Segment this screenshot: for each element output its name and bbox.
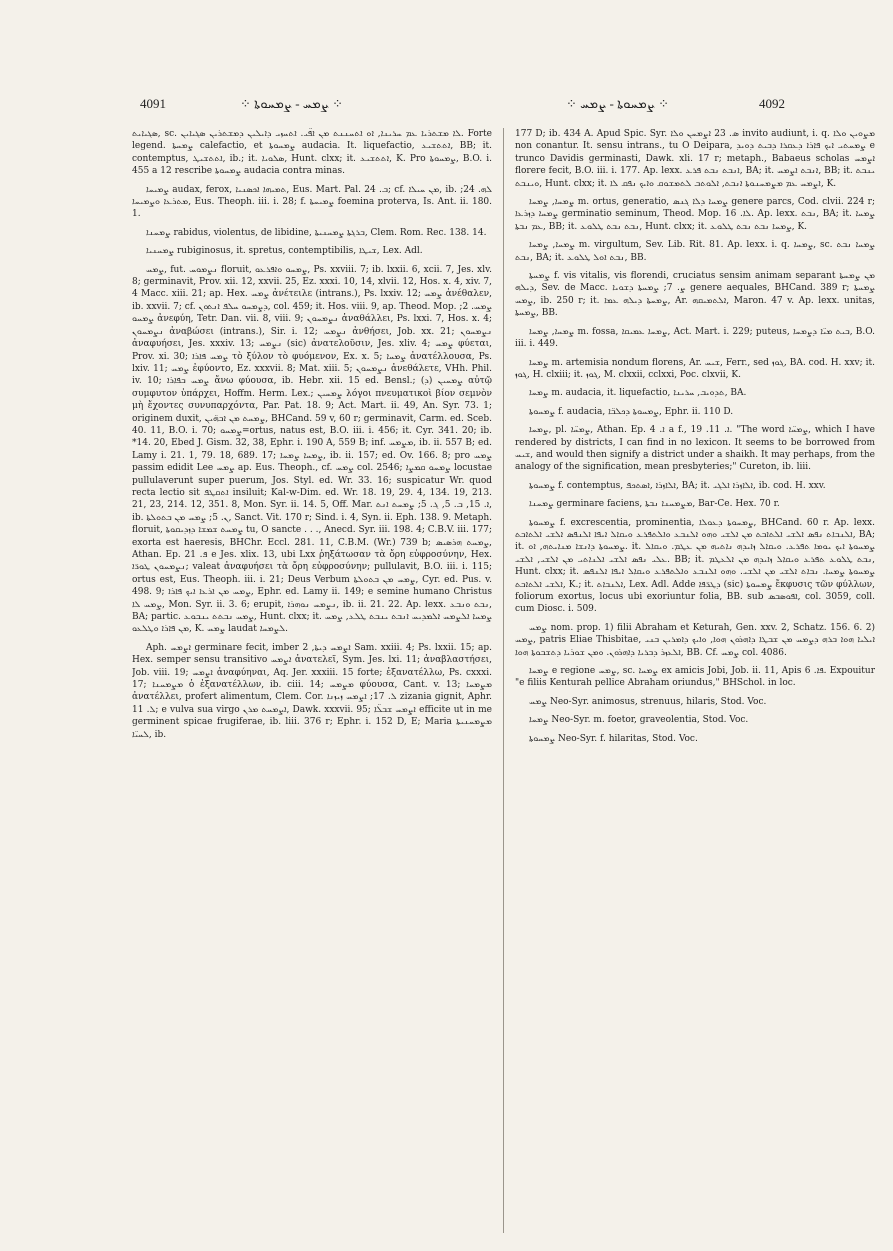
dictionary-entry: ܨܡܚܐ m. artemisia nondum florens, Ar. ܫܝܚ, Ferr., sed ܓܘܙ, BA. cod. H. xxv; it. ܓܘܙ, H. clxiii; it. ܓܘܙ, M. clxxii, cclxxi, Poc. clxvii, K. (515, 357, 875, 380)
dictionary-entry: ܨܡܚܬܐ f. vis vitalis, vis florendi, cruciatus sensim animam separant ܡܢ ܨܡܚܬܐ ܕܝܠܗ, Sev. de Macc. ܨ. 7; ܨܡܚܬܐ ܕܫܘܝܐ genere aequales, BHCand. 389 r; ܨܡܚܬܐ ܨܡܚ, ib. 250 r; it. ܨܡܚܬܐ ܕܝܠܗ ܥܡܐ, Ar. ܐܠܬܡܝܩܗ, Maron. 47 v. Ap. lexx. unitas, ܨܡܚܬܐ, BB. (515, 271, 875, 319)
dictionary-entry: ܨܡܚ Neo-Syr. animosus, strenuus, hilaris, Stod. Voc. (529, 696, 767, 707)
dictionary-entry: ܣܓܝܐܝܬ, sc. ܠܐ ܡܫܬܪܝܐ ܥܡ ܚܪܝܢܐ, ܐܘ ܐܬܚܢܢܬ ܡܢ ܐܦ̈ܝ. ܐܬܚܙܝ ܕܐܝܠܝܢ ܕܡܫܬܪܝܢ ܣܓܝܐܝܢ. Forte legend. ܨܡܚܬܐ calefactio, et ܨܡܚܘܬܐ audacia. It. liquefactio, ܐܬܬܫܝܥ, BB; it. contemptus, ܐܬܬܫܝܛ, ib.; it. ܣܠܘܝܐ, Hunt. clxx; it. ܐܬܬܫܝܥ, K. Pro ܨܡܚܘܬܐ, B.O. i. 455 a 12 rescribe ܨܡܚܘܬܐ audacia contra minas. (132, 129, 492, 177)
left-page-number: 4091 (140, 96, 166, 111)
page-header (0, 96, 893, 120)
dictionary-entry: ܨܡܚܘܬܐ f. audacia, ܨܡܚܘܬܐ ܕܟܠܒ̈ܐ, Ephr. ii. 110 D. (529, 406, 734, 417)
dictionary-entry: ܨܡܚܘܬܐ f. excrescentia, prominentia, ܨܡܚܘܬܐ ܕܥܘܠܐ, BHCand. 60 r. Ap. lexx. ܐܠܢܒܐܬ ܢܦܣ ܐܠܫܝ ܐܠܬܐܒܬ ܡܢ ܐܠܫܝ ܘܗܘ ܐܠܢܒܥ ܘܐܠܬܦܪܥ ܘܝܩܐܠ ܐܝܦܐ ܐܠܢܦܣ ܐܠܫܝ ܐܠܬܐܒܬ, BA; it. ܨܡܚܘܬܐ ܕܐܢܫܐ ܡܢܐܝܬܗ, ܐܘ. it. ܨܡܚܘܬܐ ܐܝܟ ܝܘܡܐ ܬܦܪܥ. ܘܝܩܐܠ ܙܐܝܕܗ ܢܐܬܝܗ ܡܢ ܥܛܡ. ܘܝܩܐܠ ܥܠܝ ܢܦܣ ܐܠܫܝ ܐܠܢܐܬܝ ܡܢ ܐܠܫܝ, ܐܠܫܝ. BB; it. ܢܒܬ ܛܠܘܥ ܬܦܪܥ ܘܝܩܐܠ ܙܐܝܕܗ ܡܢ ܐܠܥܛܡ, Hunt. clxx; it. ܨܡܚܘܬܐ ܨܡܚܐ. ܢܒܐܬ ܐܠܫܝ ܡܢ ܐܠܫܝ. ܘܗܘ ܐܠܢܒܥ ܘܐܠܬܦܪܥ ܘܝܩܐܠ ܐܝܦܐ ܐܠܢܦܣ ܐܠܫܝ ܐܠܬܐܒܬ, K.; it. ܐܠܢܒܐܬ, Lex. Adl. Adde ܕܛܪ̈ܦܐ (sic) ܨܡܚܘܬܐ ἔκφυσις τῶν φύλλων, foliorum exortus, locus ubi exoriuntur folia, BB. sub ܐܦܘܣܒܣ, col. 3059, coll. cum Diosc. i. 509. (515, 517, 875, 615)
dictionary-entry: ܨܡܚܐ, pl. ܨܡܚ̈ܐ, Athan. Ep. ܐ. 4 a f., ܐ. 11. 19. "The word ܨܡܚ̈ܐ, which I have rendered by districts, I can find in no lexicon. It seems to be borrowed from ܫܝܚ, and would then signify a district under a shaikh. It may perhaps, from the analogy of the signification, mean presbyteries;" Cureton, ib. liii. (515, 425, 875, 473)
dictionary-entry: ܨܡܚܐ m. audacia, it. liquefactio, ܬܕܘܝܒ, ܚܪܝܢܐ, BA. (529, 388, 747, 399)
dictionary-entry: ܨܡܚܢܐ rabidus, violentus, de libidine, ܒܪܓܬܐ ܨܡܚܢܝܬܐ, Clem. Rom. Rec. 138. 14. (146, 227, 487, 238)
column-divider (503, 128, 504, 1233)
right-running-headword: ⁘ ܨܡܚܘܬܐ - ܨܡܚ ⁘ (566, 96, 670, 111)
dictionary-entry: ܨܡܚܐ, ܨܡܚܐ m. fossa, ܨܡܚܐ ܥܡܝܩܐ, Act. Mart. i. 229; puteus, ܒܝܬ ܡܝ̈ܐ ܕܨܡܚܐ, B.O. iii. i. 449. (515, 326, 875, 350)
left-running-headword: ⁘ ܨܡܚ - ܨܡܚܘܬܐ ⁘ (240, 96, 344, 111)
right-page-number: 4092 (759, 96, 785, 111)
dictionary-entry: ܨܡܚܘܬܐ f. contemptus, ܐܠܐܙܪܐ ,ܐܣܬܟܦ, BA; it. ܐܠܐܙܪܐ ܐܠܓܝ, ib. cod. H. xxv. (529, 480, 826, 491)
dictionary-entry: ܨܡܚ nom. prop. 1) filii Abraham et Keturah, Gen. xxv. 2, Schatz. 156. 6. 2) ܨܡܚ, patris Eliae Thisbitae, ܐܝܠܝܐ ܗܘܐ ܒܪܗ ܕܨܡܚ ܡܢ ܫܒܛܐ ܕܐܗܪܘܢ ܗܘܐ, ܘܐܝܟ ܕܐܡܪܝܢ ܒܢܝ ܐܠܥܙܪ ܕܒܪܝܐ ܕܐܗܪܘܢ. ܘܡܢ ܫܘܪܝܐ ܕܬܫܒܘܬܐ ܗܘܐ, BB. Cf. ܨܡܚ col. 4086. (515, 622, 875, 658)
dictionary-entry: ܨܡܚܐ, ܨܡܚܐ m. ortus, generatio, ܨܡܚܐ ܕܠܐ ܓܢܣ genere parcs, Cod. clvii. 224 r; ܨܡܚܐ ܕܙܪܥܐ germinatio seminum, Theod. Mop. ܠܐ. 16. Ap. lexx. ܢܒܬ, BA; it. ܨܡܚܐ ܥܡ ܢܒܬܐ, BB; it. ܢܒܬ ܢܒܬ ܛܠܘܥ, Hunt. clxx; it. ܨܡܚܐ ܢܒܬ ܢܒܬ ܛܠܘܥ, K. (515, 197, 875, 232)
dictionary-entry: ܨܡܚ, fut. ܢܨܡܘܚ floruit, ܨܡܚܘ ܘܐܦܪܥܘ, Ps. xxviii. 7; ib. lxxii. 6, xcii. 7, Jes. xlv. 8; germinavit, Prov. xii. 12, xxvii. 25, Ez. xxxi. 10, 14, xlvii. 12, Hos. x. 4, xiv. 7, 4 Macc. xiii. 21; ap. Hex. ܨܡܚ ἀνέτειλε (intrans.), Ps. lxxiv. 12; ܨܡܚ ἀνέθαλεν, ib. xxvii. 7; cf. ܕܨܡܚܘ ܚܠܦ ܐܢܬܘܢ, col. 459; it. Hos. viii. 9, ap. Theod. Mop. ܨܡܚ. 2; ܨܡܚܘ ἀνεφύη, Tetr. Dan. vii. 8, viii. 9; ܢܨܡܚܘܢ ἀναθάλλει, Ps. lxxi. 7, Hos. x. 4; ܢܨܡܚܘܢ ἀναβώσει (intrans.), Sir. i. 12; ܢܨܡܚ ἀνθήσει, Job. xx. 21; ܢܨܡܚܘܢ ἀναφυήσει, Jes. xxxiv. 13; ܢܨܡܚ (sic) ἀνατελοῦσιν, Jes. xliv. 4; ܨܡܚ φύεται, Prov. xi. 30; ܨܡܚ ܦܐܪܐ τὸ ξύλον τὸ φυόμενον, Ex. x. 5; ܨܡܚܐ ἀνατέλλουσα, Ps. lxiv. 11; ܨܡܚ ἐφύοντο, Ez. xxxvii. 8; Mat. xiii. 5; ܢܨܡܚܘܢ ἀνεθάλετε, VHh. Phil. iv. 10; ܨܡܚ ܒܦܐܪܐ ἄνω φύουσα, ib. Hebr. xii. 15 ed. Bensl.; ܨܡܚܝܢ (ܕ) αὐτῷ συμφυτον ὑπάρχει, Hoffm. Herm. Lex.; ܨܡܚܝܢ λόγοι πνευματικοὶ βίον σεμνὸν μὴ ἔχοντες συνυπαρχόντα, Par. Pat. 18. 9; Act. Mart. ii. 49, An. Syr. 73. 1; originem duxit, ܨܡܚܬ ܡܢ ܐܒܗ̈ܝܢ, BHCand. 59 v, 60 r; germinavit, Carm. ed. Sceb. 40. 11, B.O. i. 70; ܨܡܚܘ=ortus, natus est, B.O. iii. i. 456; it. Cyr. 341. 20; ib. *14. 20, Ebed J. Gism. 32, 38, Ephr. i. 190 A, 559 B; inf. ܡܨܡܚ, ib. ii. 557 B; ed. Lamy i. 21. 1, 79. 18, 689. 17; ܨܡܚܐ ܨܡܚܐ, ib. ii. 157; ed. Ov. 166. 8; pro ܨܡܚ passim edidit Lee ܨܡܚ ap. Eus. Theoph., cf. ܨܡܚ col. 2546; ܨܡܚܘ ܩܡܨܐ locustae pullulaverunt super puerum, Jos. Styl. ed. Wr. 33. 16; suspicatur Wr. quod recta lectio sit ܐܬܩܛܦ insiluit; Kal-w-Dim. ed. Wr. 18. 19, 29. 4, 134. 19, 213. 21, 23, 214. 12, 351. 8, Mon. Syr. ii. 14. 5, Off. Mar. ܐ. 15, ܒ. 5, ܓ. 5; ܨܡܚܬ ܐܢܬ, ib. ܢ. 5; ܨܡܚ ܡܢ ܒܬܘܠܬܐ, Sanct. Vit. 170 r; Sind. i. 4, Syn. ii. Eph. 138. 9. Metaph. floruit, ܨܡܚܬ ܫܡܫܐ ܕܙܕܝܩܘܬܐ tu, O sancte . . ., Anecd. Syr. iii. 198. 4; C.B.V. iii. 177; exorta est haeresis, BHChr. Eccl. 281. 11, C.B.M. (Wr.) 739 b; ܨܡܚܬ ܗܪܣܝܣ, Athan. Ep. ܦ. 21 e Jes. xlix. 13, ubi Lxx ῥηξάτωσαν τὰ ὄρη εὐφροσύνην, Hex. ܢܨܡܚܘܢ ܛܘܪ̈ܐ; valeat ἀναφυήσει τὰ ὄρη εὐφροσύνην; pullulavit, B.O. iii. i. 115; ortus est, Eus. Theoph. iii. i. 21; Deus Verbum ܨܡܚ ܡܢ ܒܬܘܠܬܐ, Cyr. ed. Pus. v. 498. 9; ܨܡܚ ܡܢ ܐܪܥܐ ܐܝܟ ܦܐܪܐ, Ephr. ed. Lamy ii. 149; e semine humano Christus ܨܡܚ ܠܐ, Mon. Syr. ii. 3. 6; erupit, ܢܨܡܚ ܢܘܗܪܐ, ib. ii. 21. 22. Ap. lexx. ܢܒܬ ܘܢܒܥ, BA; partic. ܨܡܚ ܢܒܬܬ ܝܢܒܘܥ, Hunt. clxx; it. ܨܡܚܐ ܐܠܨܡܚ ܐܠܡܕܝܚ ܐܢܒܬ ܝܢܒܬ ܛܠܥ, ܨܡܚ ܡܢ ܦܐܪܐ ܘܛܠܥܘ, K. ܨܡܚ laudat ܠܨܡܚܐ. (132, 264, 492, 635)
dictionary-entry: ܨܡܚܘܬܐ Neo-Syr. f. hilaritas, Stod. Voc. (529, 733, 698, 744)
dictionary-entry: ܨܡܚܐ Neo-Syr. m. foetor, graveolentia, Stod. Voc. (529, 715, 749, 726)
dictionary-entry: ܨܡܝܚܐ audax, ferox, ܬܡܝܗܐ ܐܟܣܢܝܐ, Eus. Mart. Pal. ܒ. 24; cf. ܡܢ ܚܝܠܐ, ib. ܠܗ. 24; ܡܬܪܥܐ ܘܨܡܝܚܐ, Eus. Theoph. iii. i. 28; f. ܨܡܝܚܬܐ foemina proterva, Is. Ant. ii. 180. 1. (132, 184, 492, 220)
dictionary-entry: ܨܡܚܐ e regione ܨܡܚ, sc. ܨܡܚܐ ex amicis Jobi, Job. ii. 11, Apis ܦܐ. 6. Expouitur "e filiis Kenturah pellice Abraham oriundus," BHSchol. in loc. (515, 666, 875, 689)
dictionary-entry: Aph. ܐܨܡܚ germinare fecit, imber ܐܨܡܚ ܕܝܬܐ, 2 Sam. xxiii. 4; Ps. lxxii. 15; ap. Hex. semper sensu transitivo ܐܨܡܚ ἀνατελεῖ, Sym. Jes. lxi. 11; ἀναβλαστήσει, Job. viii. 19; ܐܨܡܚ ἀναφύηναι, Aq. Jer. xxxiii. 15 forte; ἐξανατέλλω, Ps. cxxxi. 17; ܡܨܡܚܢܐ ὁ ἐξανατέλλων, ib. ciii. 14; ܡܨܡܚ φύουσα, Cant. v. 13; ܡܨܡܚܐ ἀνατέλλει, profert alimentum, Clem. Cor. ܠ. 17; ܐܨܡܚ ܙܝܙܢܐ zizania gignit, Aphr. ܠ. 11; e vulva sua virgo ܐܨܡܚܬ ܡܪܢ, Dawk. xxxvii. 95; ܐܨܡܚ ܫܒܠ̈ܐ efficite ut in me germinent spicae frugiferae, ib. liii. 376 r; Ephr. i. 152 D, E; Maria ܡܨܡܚܢܝܬܐ ܠܚܝ̈ܐ, ib. (132, 642, 492, 740)
left-column (132, 128, 492, 1233)
dictionary-entry: 177 D; ib. 434 A. Apud Spic. Syr. ܣ. 23 ܐܨܡܚܢ ܘܠܐ invito audiunt, i. q. ܡܨܘܝܢ ܘܠܐ non conantur. It. sensu intrans., tu O Deipara, ܨܡܚܬܝ ܐܝܟ ܦܐܪܐ ܕܥܩܪܐ ܕܒܝܬ ܕܘܝܕ e trunco Davidis germinasti, Dawk. xli. 17 r; metaph., Babaeus scholas ܐܨܡܚ florere fecit, B.O. iii. i. 177. Ap. lexx. ܐܢܒܬ ܢܒܬ ܦܪܥ, BA; it. ܐܢܒܬ ܐܨܡܚ, BB; it. ܝܢܒܬ ܘܝܢܒܬ, Hunt. clxx; it. ܐܨܡܚ ܥܡ ܡܨܡܚܢܘܬܐ ܐܢܒܬ, ܐܠܘܬܒ ܠܬܡܫܘܩ ܘܐܝܟ ܢܦܩ ܠܐ, K. (515, 129, 875, 189)
dictionary-entry: ܨܡܚܢܝܐ rubiginosus, it. spretus, contemptibilis, ܫܝܛܐ, Lex. Adl. (146, 246, 423, 257)
right-column (515, 128, 875, 1233)
dictionary-entry: ܨܡܚܢܐ germinare faciens, ܡܨܡܚܢܐ ܢܒܬܐ, Bar-Ce. Hex. 70 r. (529, 499, 780, 510)
dictionary-entry: ܨܡܚܐ, ܨܡܚܐ m. virgultum, Sev. Lib. Rit. 81. Ap. lexx. i. q. ܨܡܚܐ, sc. ܨܡܚܐ ܢܒܬ ܢܒܬ, BA; it. ܢܒܬ ܐܘܠ ܛܠܘܥ, BB. (515, 240, 875, 263)
